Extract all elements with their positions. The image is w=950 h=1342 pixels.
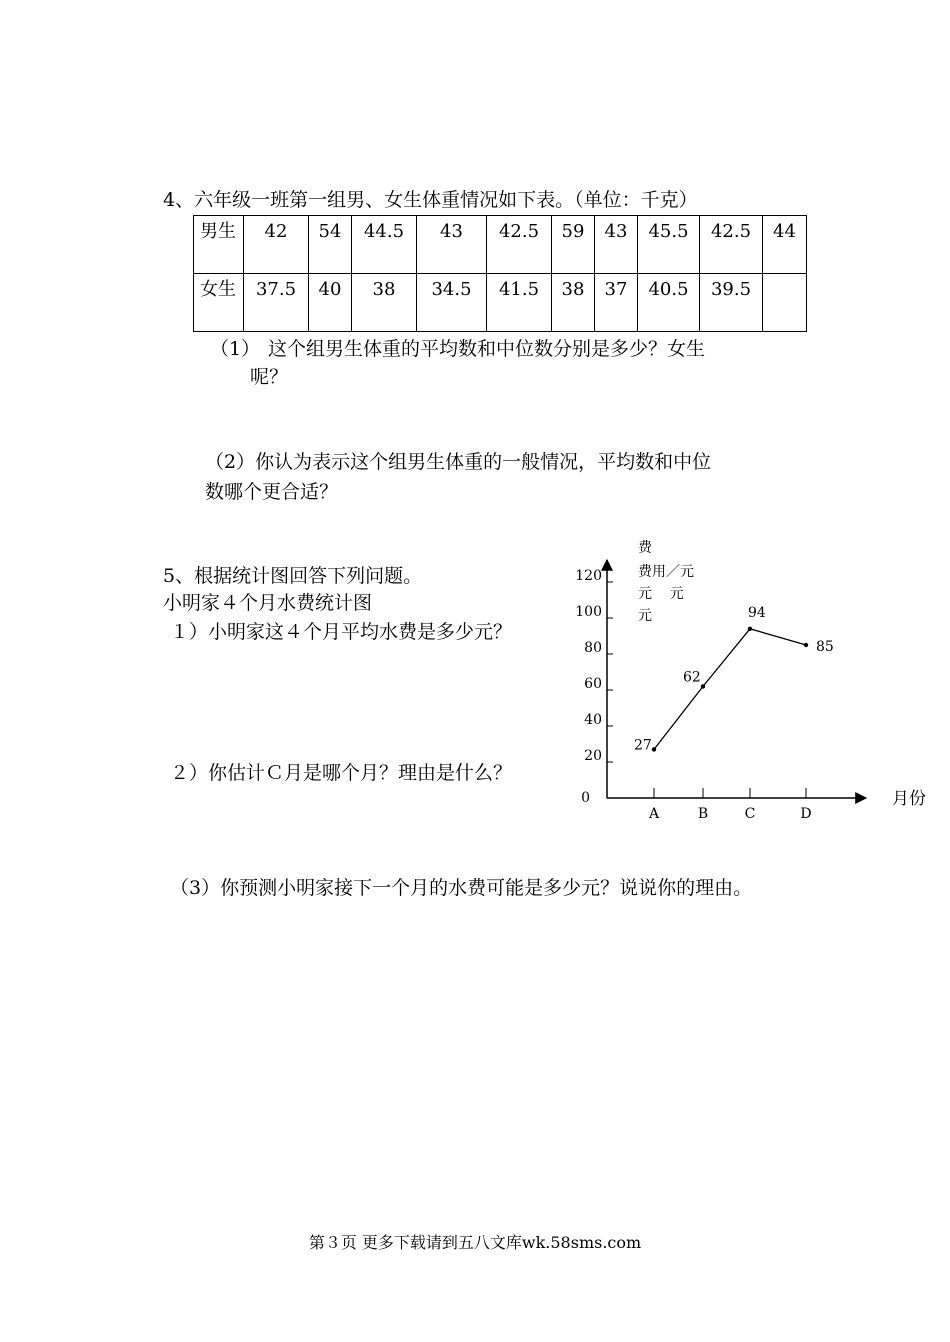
boys-cell: 44.5: [352, 216, 417, 274]
data-label: 62: [683, 669, 701, 686]
boys-cell: 43: [595, 216, 638, 274]
boys-label: 男生: [194, 216, 244, 274]
boys-cell: 59: [552, 216, 595, 274]
data-label: 85: [816, 639, 834, 655]
data-label: 27: [634, 737, 652, 754]
girls-cell: [763, 274, 807, 332]
girls-cell: 34.5: [417, 274, 487, 332]
y-tick-label: 80: [584, 640, 602, 656]
girls-cell: 38: [552, 274, 595, 332]
girls-cell: 40.5: [638, 274, 700, 332]
data-point: [804, 643, 808, 647]
page-footer: 第３页 更多下载请到五八文库wk.58sms.com: [308, 1233, 642, 1252]
x-tick-label: C: [744, 806, 756, 822]
y-axis-title-char: 费: [638, 540, 652, 556]
series-line: [654, 629, 806, 750]
y-tick-label: 0: [581, 790, 590, 806]
girls-cell: 38: [352, 274, 417, 332]
weight-table: [193, 215, 807, 332]
y-tick-label: 60: [584, 676, 602, 692]
boys-cell: 42.5: [700, 216, 763, 274]
data-point: [652, 747, 656, 751]
girls-cell: 39.5: [700, 274, 763, 332]
girls-label: 女生: [194, 274, 244, 332]
boys-cell: 54: [309, 216, 352, 274]
girls-cell: 40: [309, 274, 352, 332]
y-tick-label: 20: [584, 748, 602, 764]
boys-cell: 42.5: [487, 216, 552, 274]
question-5-1: １）小明家这４个月平均水费是多少元？: [170, 621, 513, 643]
question-4-2-text: （2）你认为表示这个组男生体重的一般情况，平均数和中位: [205, 451, 712, 473]
question-4-1-text-cont: 呢？: [250, 366, 289, 388]
boys-row: [194, 216, 807, 274]
question-4-1-number: （1）: [210, 338, 261, 360]
x-tick-label: A: [648, 806, 660, 822]
girls-cell: 37.5: [244, 274, 309, 332]
chart-caption: 小明家４个月水费统计图: [163, 592, 373, 614]
question-4-title: 4、六年级一班第一组男、女生体重情况如下表。（单位：千克）: [163, 189, 698, 211]
question-5-2: ２）你估计Ｃ月是哪个月？理由是什么？: [170, 762, 513, 784]
boys-cell: 45.5: [638, 216, 700, 274]
data-point: [701, 684, 705, 688]
x-tick-label: B: [697, 806, 709, 822]
data-label: 94: [748, 604, 766, 621]
boys-cell: 44: [763, 216, 807, 274]
girls-cell: 41.5: [487, 274, 552, 332]
x-tick-label: D: [800, 806, 812, 822]
y-axis-title-unit: 元: [638, 608, 652, 624]
boys-cell: 42: [244, 216, 309, 274]
question-5-title: 5、根据统计图回答下列问题。: [163, 565, 423, 587]
y-tick-label: 100: [575, 604, 602, 620]
y-tick-label: 120: [575, 568, 602, 584]
x-axis-title: 月份: [892, 789, 926, 809]
water-fee-line-chart: [560, 530, 880, 830]
girls-row: [194, 274, 807, 332]
y-axis-title: 费用／元: [638, 564, 694, 580]
question-4-1-text: 这个组男生体重的平均数和中位数分别是多少？女生: [268, 338, 706, 360]
boys-cell: 43: [417, 216, 487, 274]
y-tick-label: 40: [584, 712, 602, 728]
y-axis-title-extra: 元 元: [638, 586, 684, 602]
data-point: [748, 627, 752, 631]
question-4-2-text-cont: 数哪个更合适？: [205, 481, 339, 503]
question-5-3: （3）你预测小明家接下一个月的水费可能是多少元？说说你的理由。: [170, 877, 753, 899]
girls-cell: 37: [595, 274, 638, 332]
